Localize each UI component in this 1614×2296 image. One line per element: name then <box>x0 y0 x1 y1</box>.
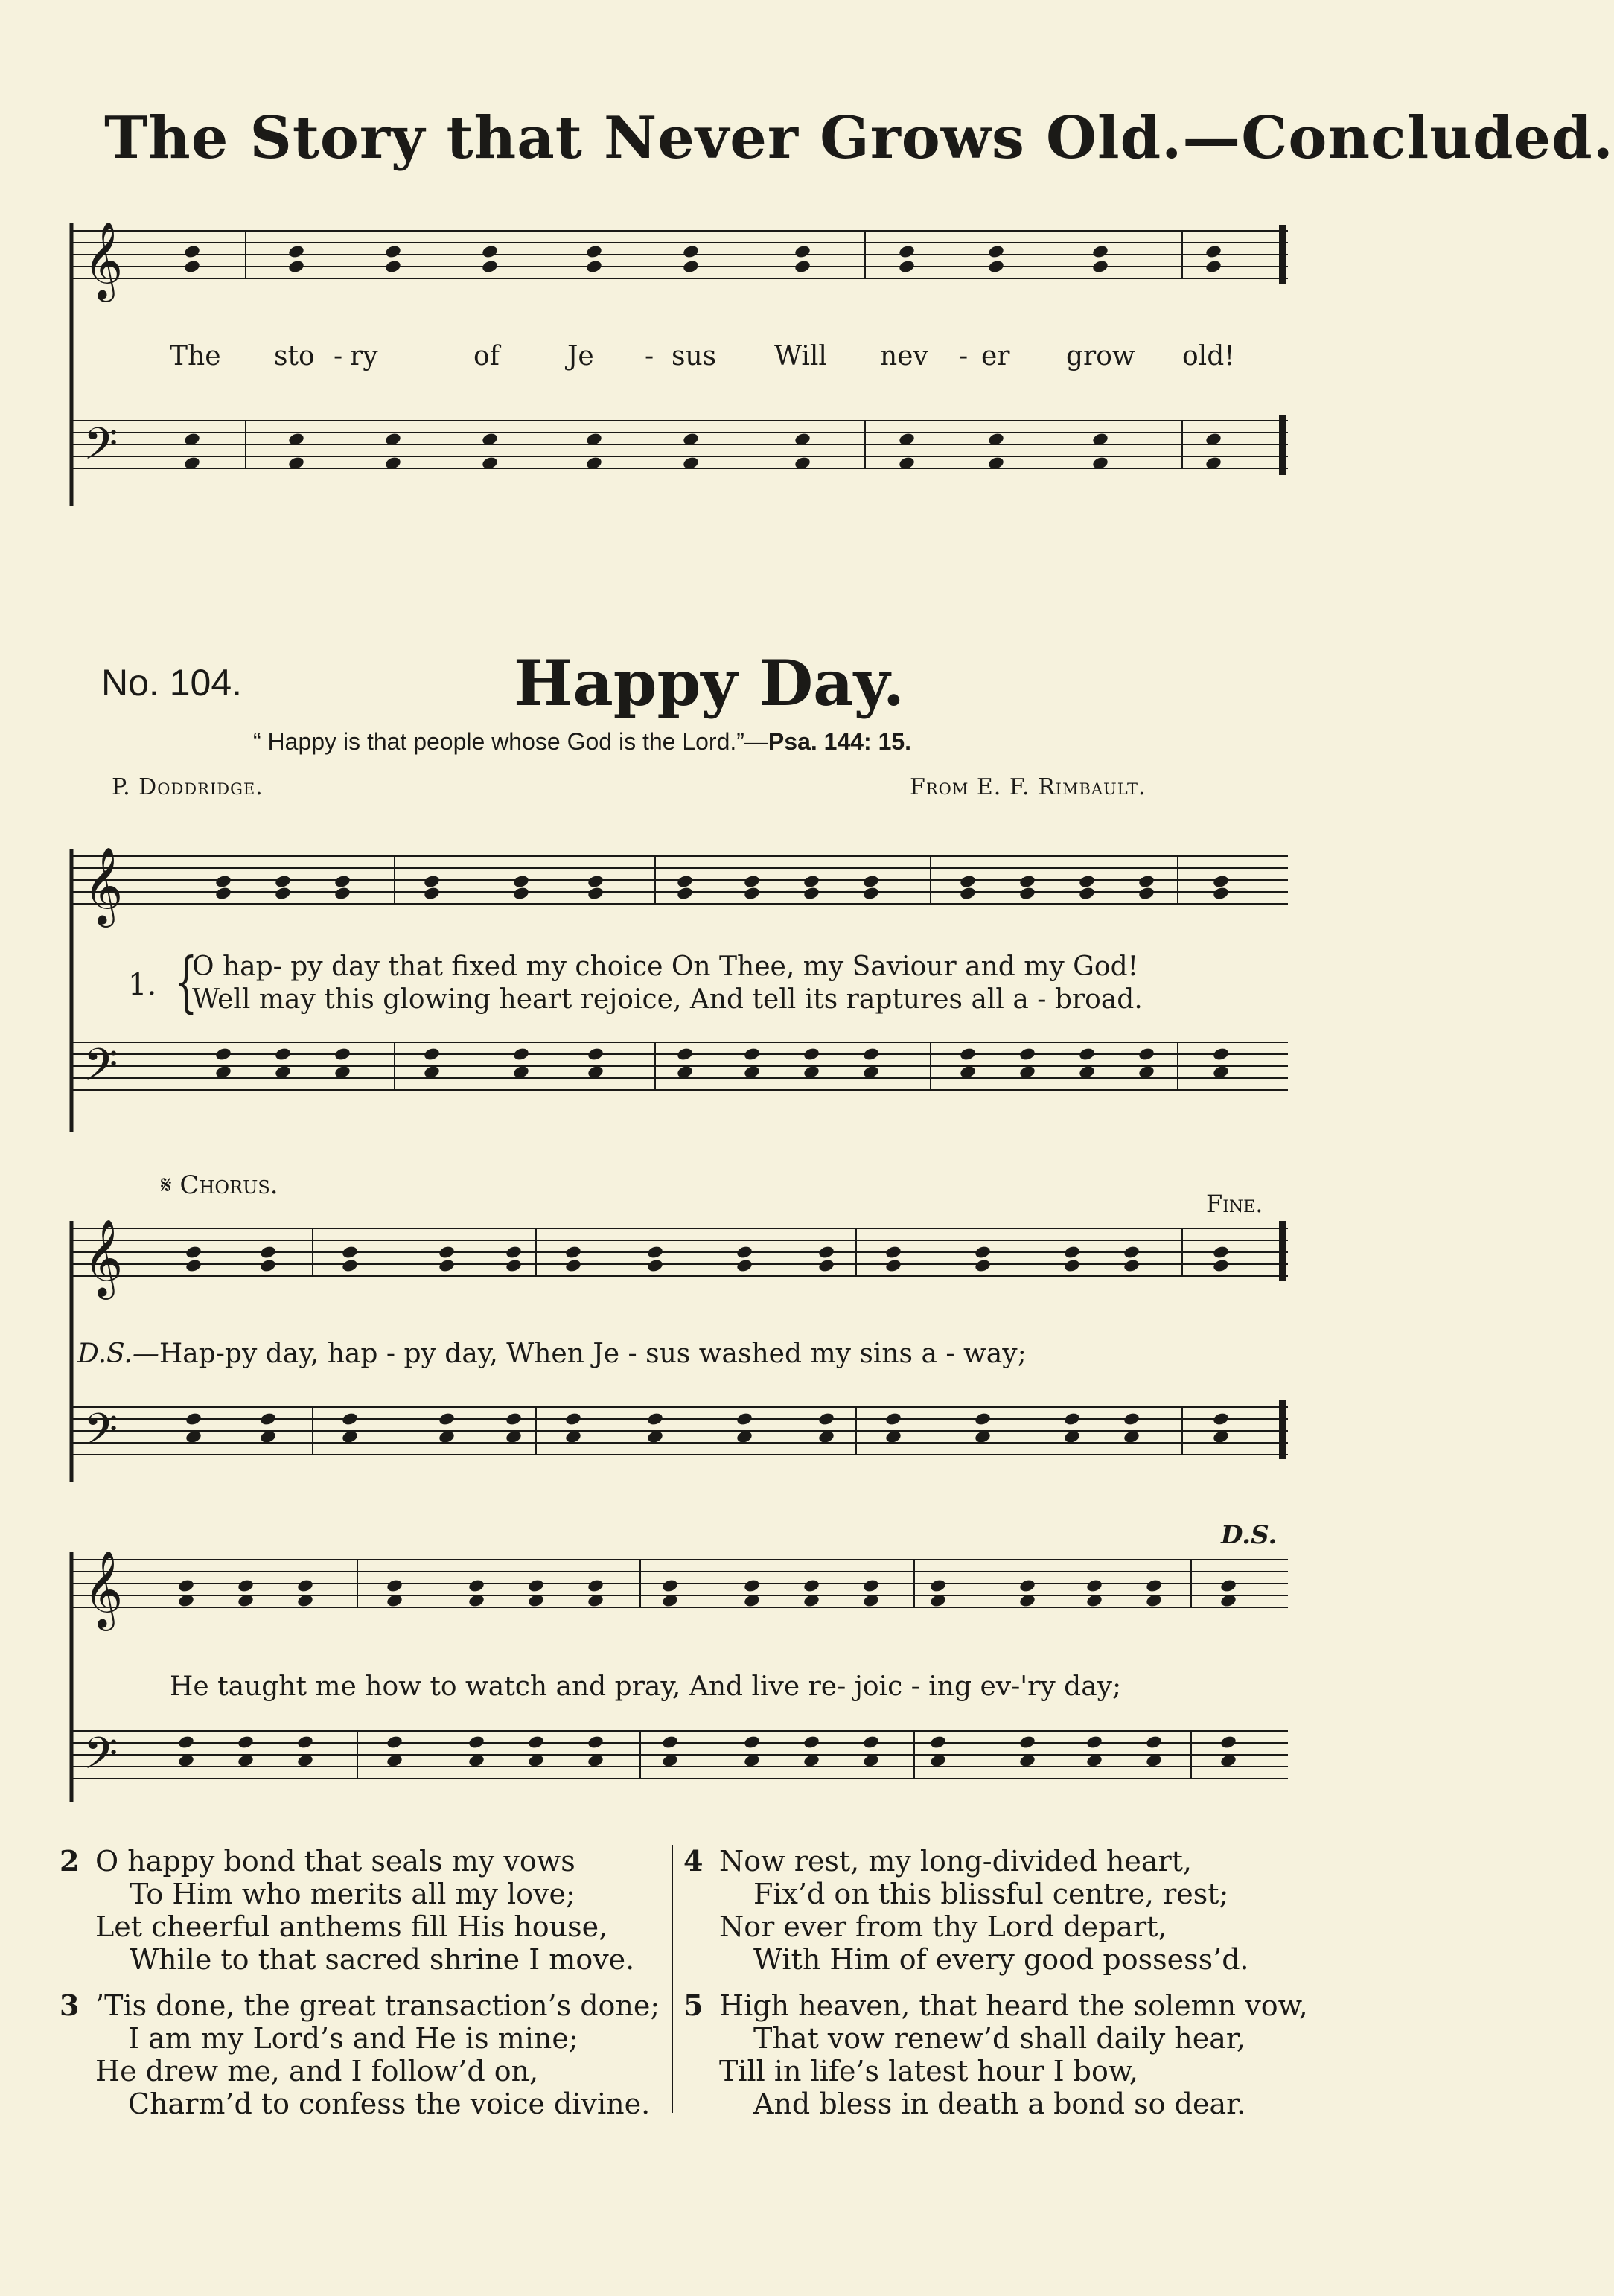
lyric-syllable: Je <box>567 341 594 371</box>
notehead <box>183 259 201 274</box>
notehead <box>661 1735 679 1750</box>
notehead <box>743 1578 761 1593</box>
notehead <box>334 886 351 901</box>
notehead <box>646 1429 664 1444</box>
notehead <box>987 259 1005 274</box>
notehead <box>1123 1412 1141 1426</box>
notehead <box>1138 886 1155 901</box>
notehead <box>185 1412 202 1426</box>
notehead <box>214 886 232 901</box>
notehead <box>527 1735 545 1750</box>
lyric-syllable: The <box>170 341 221 371</box>
notehead <box>237 1735 255 1750</box>
notehead <box>676 886 694 901</box>
notehead <box>736 1429 753 1444</box>
notehead <box>386 1735 404 1750</box>
notehead <box>259 1258 277 1273</box>
notehead <box>587 886 605 901</box>
notehead <box>423 874 441 889</box>
stanza-line: Now rest, my long-divided heart, <box>719 1845 1193 1878</box>
notehead <box>214 1047 232 1062</box>
notehead <box>1018 874 1036 889</box>
stanza-4 <box>683 1844 1249 1976</box>
notehead <box>183 244 201 259</box>
notehead <box>585 244 603 259</box>
notehead <box>274 874 292 889</box>
chorus-lyrics-text: Hap-py day, hap - py day, When Je - sus washed my sins a - way; <box>159 1339 1027 1369</box>
notehead <box>817 1245 835 1260</box>
notehead <box>743 1735 761 1750</box>
lyric-syllable: sto <box>274 341 315 371</box>
notehead <box>862 1047 880 1062</box>
notehead <box>1078 1047 1096 1062</box>
verse1-line1: O hap- py day that fixed my choice On Thee, my Saviour and my God! <box>192 951 1139 982</box>
notehead <box>177 1578 195 1593</box>
notehead <box>564 1412 582 1426</box>
notehead <box>1205 244 1222 259</box>
notehead <box>481 244 499 259</box>
notehead <box>512 886 530 901</box>
notehead <box>468 1578 485 1593</box>
notehead <box>743 874 761 889</box>
notehead <box>884 1412 902 1426</box>
bass-clef-icon: 𝄢 <box>83 1039 118 1101</box>
stanza-line: O happy bond that seals my vows <box>95 1845 575 1878</box>
lyric-syllable: - <box>334 341 343 371</box>
stanza-line: To Him who merits all my love; <box>130 1878 575 1910</box>
notehead <box>185 1429 202 1444</box>
notehead <box>1145 1735 1163 1750</box>
notehead <box>505 1412 523 1426</box>
verse1-line2: Well may this glowing heart rejoice, And tell its raptures all a - broad. <box>192 984 1143 1015</box>
treble-clef-icon: 𝄞 <box>83 1219 124 1297</box>
notehead <box>1091 259 1109 274</box>
notehead <box>1212 886 1230 901</box>
notehead <box>1091 244 1109 259</box>
notehead <box>259 1429 277 1444</box>
treble-clef-icon: 𝄞 <box>83 846 124 925</box>
notehead <box>587 874 605 889</box>
notehead <box>817 1258 835 1273</box>
notehead <box>929 1735 947 1750</box>
composer-credit: From E. F. Rimbault. <box>910 774 1146 800</box>
notehead <box>1123 1245 1141 1260</box>
notehead <box>1212 1047 1230 1062</box>
stanza-line: With Him of every good possess’d. <box>753 1943 1249 1976</box>
ds-label: D.S. <box>1221 1520 1278 1550</box>
notehead <box>438 1412 456 1426</box>
notehead <box>1138 1047 1155 1062</box>
system4-lyrics: He taught me how to watch and pray, And live re- joic - ing ev-'ry day; <box>170 1671 1122 1702</box>
notehead <box>423 1065 441 1080</box>
stanza-line: High heaven, that heard the solemn vow, <box>719 1989 1308 2022</box>
notehead <box>803 874 820 889</box>
lyric-syllable: of <box>473 341 500 371</box>
notehead <box>1219 1735 1237 1750</box>
stanza-number: 3 <box>60 1989 80 2022</box>
notehead <box>1018 886 1036 901</box>
notehead <box>1078 1065 1096 1080</box>
lyric-syllable: old! <box>1182 341 1235 371</box>
stanza-line: And bless in death a bond so dear. <box>753 2088 1246 2120</box>
stanza-line: Nor ever from thy Lord depart, <box>719 1910 1167 1943</box>
notehead <box>884 1245 902 1260</box>
continuation-title: The Story that Never Grows Old.—Concluded. <box>104 104 1614 172</box>
notehead <box>862 1065 880 1080</box>
notehead <box>341 1258 359 1273</box>
notehead <box>803 1735 820 1750</box>
notehead <box>334 874 351 889</box>
lyric-syllable: Will <box>774 341 827 371</box>
notehead <box>862 1578 880 1593</box>
column-divider <box>672 1845 673 2113</box>
notehead <box>862 886 880 901</box>
stanza-line: While to that sacred shrine I move. <box>130 1943 635 1976</box>
notehead <box>743 1065 761 1080</box>
notehead <box>341 1245 359 1260</box>
notehead <box>438 1258 456 1273</box>
notehead <box>884 1429 902 1444</box>
notehead <box>974 1412 992 1426</box>
notehead <box>736 1258 753 1273</box>
notehead <box>1063 1258 1081 1273</box>
notehead <box>974 1429 992 1444</box>
notehead <box>1212 1245 1230 1260</box>
notehead <box>646 1245 664 1260</box>
notehead <box>803 1753 820 1768</box>
hymn-title: Happy Day. <box>514 646 905 720</box>
notehead <box>929 1578 947 1593</box>
final-bar <box>1279 1221 1286 1281</box>
notehead <box>743 1047 761 1062</box>
notehead <box>587 1753 605 1768</box>
notehead <box>1063 1245 1081 1260</box>
notehead <box>512 1065 530 1080</box>
notehead <box>736 1412 753 1426</box>
notehead <box>1085 1735 1103 1750</box>
notehead <box>423 886 441 901</box>
notehead <box>585 259 603 274</box>
notehead <box>527 1578 545 1593</box>
notehead <box>468 1735 485 1750</box>
notehead <box>817 1412 835 1426</box>
notehead <box>803 1047 820 1062</box>
notehead <box>1085 1753 1103 1768</box>
notehead <box>468 1753 485 1768</box>
stanza-line: Till in life’s latest hour I bow, <box>719 2055 1138 2088</box>
stanza-line: I am my Lord’s and He is mine; <box>128 2022 578 2055</box>
lyric-syllable: sus <box>672 341 717 371</box>
bass-clef-icon: 𝄢 <box>83 1727 118 1790</box>
stanza-number: 4 <box>683 1844 704 1878</box>
notehead <box>1078 874 1096 889</box>
notehead <box>296 1578 314 1593</box>
notehead <box>386 1753 404 1768</box>
notehead <box>1063 1429 1081 1444</box>
notehead <box>384 244 402 259</box>
bass-clef-icon: 𝄢 <box>83 1403 118 1466</box>
stanza-number: 5 <box>683 1989 704 2022</box>
notehead <box>259 1245 277 1260</box>
notehead <box>959 1065 977 1080</box>
lyric-syllable: - <box>959 341 969 371</box>
lyric-syllable: - <box>645 341 654 371</box>
stanza-line: Let cheerful anthems fill His house, <box>95 1910 608 1943</box>
epigraph-reference: Psa. 144: 15. <box>768 728 912 755</box>
notehead <box>1212 1258 1230 1273</box>
lyric-syllable: nev <box>880 341 928 371</box>
notehead <box>646 1412 664 1426</box>
final-bar <box>1279 415 1286 475</box>
notehead <box>929 1753 947 1768</box>
notehead <box>1145 1578 1163 1593</box>
notehead <box>1138 874 1155 889</box>
final-bar <box>1279 225 1286 284</box>
stanza-line: That vow renew’d shall daily hear, <box>753 2022 1245 2055</box>
notehead <box>1138 1065 1155 1080</box>
notehead <box>682 259 700 274</box>
lyric-syllable: ry <box>350 341 378 371</box>
notehead <box>959 1047 977 1062</box>
notehead <box>334 1065 351 1080</box>
notehead <box>862 874 880 889</box>
notehead <box>743 886 761 901</box>
stanza-line: Fix’d on this blissful centre, rest; <box>753 1878 1229 1910</box>
notehead <box>564 1245 582 1260</box>
notehead <box>259 1412 277 1426</box>
notehead <box>1018 1735 1036 1750</box>
notehead <box>676 1065 694 1080</box>
notehead <box>1212 1065 1230 1080</box>
notehead <box>564 1429 582 1444</box>
notehead <box>803 886 820 901</box>
epigraph-quote: “ Happy is that people whose God is the Lord.”— <box>253 728 768 755</box>
notehead <box>987 244 1005 259</box>
chorus-lyrics <box>77 1339 1027 1369</box>
notehead <box>274 1047 292 1062</box>
notehead <box>743 1753 761 1768</box>
notehead <box>287 244 305 259</box>
notehead <box>185 1258 202 1273</box>
notehead <box>661 1578 679 1593</box>
notehead <box>274 1065 292 1080</box>
notehead <box>341 1429 359 1444</box>
notehead <box>1018 1047 1036 1062</box>
treble-clef-icon: 𝄞 <box>83 1550 124 1628</box>
brace-glyph: { <box>174 943 198 1020</box>
notehead <box>1063 1412 1081 1426</box>
notehead <box>177 1735 195 1750</box>
notehead <box>959 874 977 889</box>
bass-clef-icon: 𝄢 <box>83 418 118 480</box>
notehead <box>1123 1429 1141 1444</box>
notehead <box>1018 1578 1036 1593</box>
notehead <box>505 1429 523 1444</box>
notehead <box>1145 1753 1163 1768</box>
stanza-2 <box>60 1844 635 1976</box>
notehead <box>676 1047 694 1062</box>
notehead <box>564 1258 582 1273</box>
notehead <box>505 1245 523 1260</box>
ds-prefix: D.S.— <box>77 1339 159 1369</box>
notehead <box>959 886 977 901</box>
notehead <box>296 1753 314 1768</box>
lyric-syllable: er <box>981 341 1010 371</box>
notehead <box>237 1578 255 1593</box>
verse-number: 1. <box>128 968 157 1002</box>
stanza-5 <box>683 1989 1308 2120</box>
chorus-label: 𝄋 Chorus. <box>161 1170 278 1200</box>
notehead <box>974 1258 992 1273</box>
notehead <box>1212 1429 1230 1444</box>
notehead <box>386 1578 404 1593</box>
notehead <box>1018 1753 1036 1768</box>
notehead <box>676 874 694 889</box>
notehead <box>1219 1753 1237 1768</box>
notehead <box>682 244 700 259</box>
notehead <box>505 1258 523 1273</box>
notehead <box>1018 1065 1036 1080</box>
notehead <box>341 1412 359 1426</box>
notehead <box>185 1245 202 1260</box>
notehead <box>587 1047 605 1062</box>
notehead <box>512 1047 530 1062</box>
notehead <box>237 1753 255 1768</box>
notehead <box>1078 886 1096 901</box>
notehead <box>794 244 811 259</box>
notehead <box>1205 259 1222 274</box>
stanza-line: Charm’d to confess the voice divine. <box>128 2088 651 2120</box>
treble-clef-icon: 𝄞 <box>83 221 124 299</box>
notehead <box>214 1065 232 1080</box>
notehead <box>803 1065 820 1080</box>
notehead <box>898 259 916 274</box>
notehead <box>1212 874 1230 889</box>
stanza-3 <box>60 1989 660 2120</box>
notehead <box>587 1578 605 1593</box>
notehead <box>898 244 916 259</box>
notehead <box>862 1753 880 1768</box>
stanza-line: He drew me, and I follow’d on, <box>95 2055 539 2088</box>
notehead <box>384 259 402 274</box>
notehead <box>177 1753 195 1768</box>
notehead <box>646 1258 664 1273</box>
stanza-number: 2 <box>60 1844 80 1878</box>
notehead <box>817 1429 835 1444</box>
notehead <box>1212 1412 1230 1426</box>
fine-label: Fine. <box>1206 1190 1263 1218</box>
notehead <box>512 874 530 889</box>
notehead <box>862 1735 880 1750</box>
notehead <box>661 1753 679 1768</box>
notehead <box>527 1753 545 1768</box>
notehead <box>481 259 499 274</box>
stanza-line: ’Tis done, the great transaction’s done; <box>95 1989 660 2022</box>
final-bar <box>1279 1400 1286 1459</box>
notehead <box>296 1735 314 1750</box>
notehead <box>1219 1578 1237 1593</box>
notehead <box>794 259 811 274</box>
notehead <box>423 1047 441 1062</box>
lyric-syllable: grow <box>1066 341 1135 371</box>
author-credit: P. Doddridge. <box>112 774 264 800</box>
notehead <box>438 1429 456 1444</box>
notehead <box>438 1245 456 1260</box>
notehead <box>803 1578 820 1593</box>
notehead <box>1123 1258 1141 1273</box>
notehead <box>736 1245 753 1260</box>
notehead <box>1085 1578 1103 1593</box>
notehead <box>214 874 232 889</box>
hymn-number: No. 104. <box>101 662 243 704</box>
notehead <box>974 1245 992 1260</box>
notehead <box>287 259 305 274</box>
epigraph <box>253 728 911 756</box>
notehead <box>884 1258 902 1273</box>
notehead <box>274 886 292 901</box>
notehead <box>587 1065 605 1080</box>
notehead <box>334 1047 351 1062</box>
notehead <box>587 1735 605 1750</box>
